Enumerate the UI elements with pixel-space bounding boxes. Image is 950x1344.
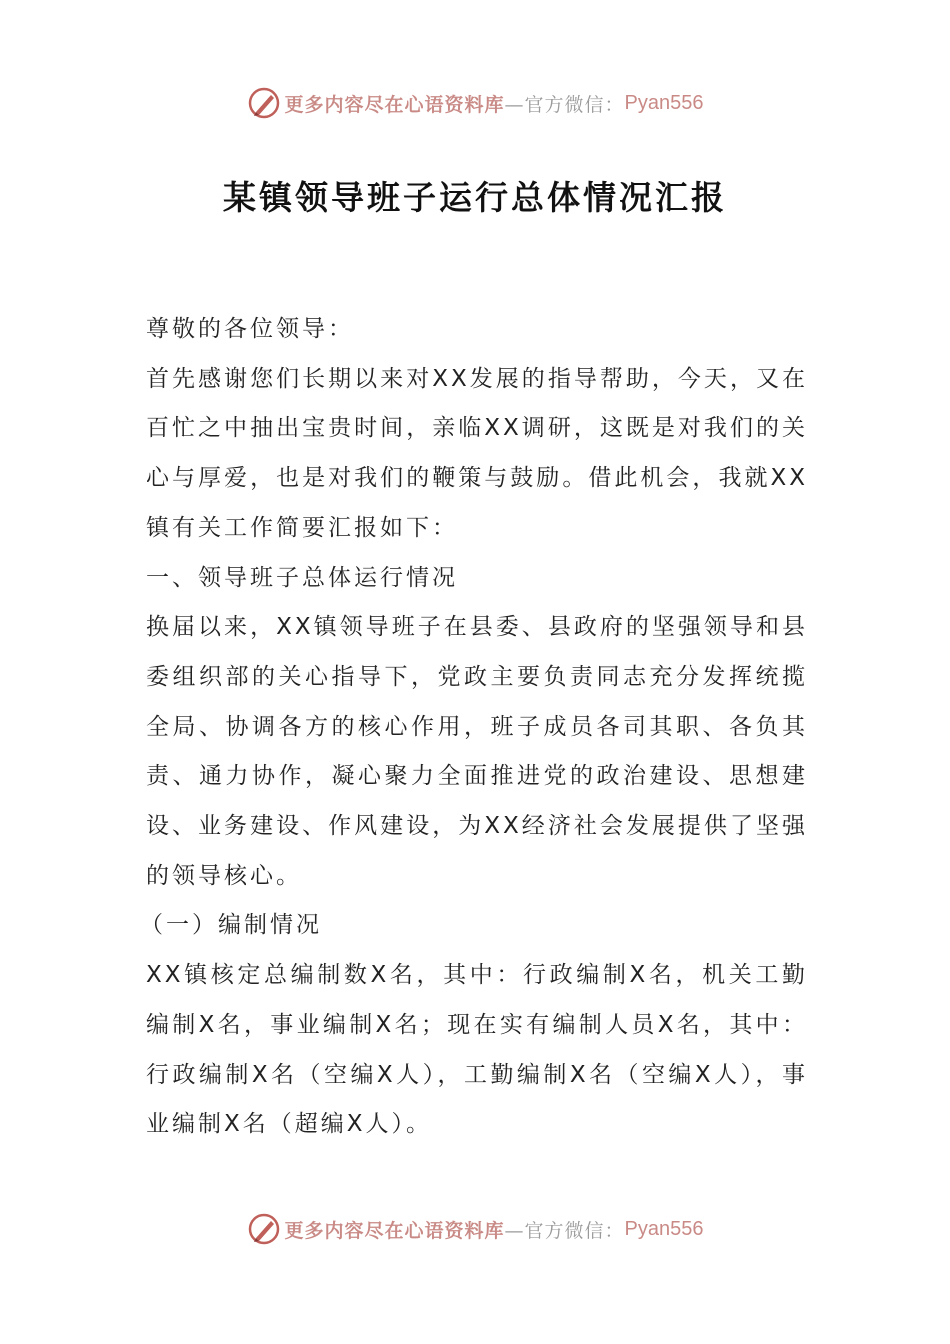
banner-text-library: 更多内容尽在心语资料库 (284, 93, 505, 116)
pen-logo-icon (247, 86, 281, 120)
subsection-heading: （一）编制情况 (140, 912, 322, 939)
document-body (140, 305, 808, 1150)
footer-banner (0, 1209, 950, 1249)
banner-text-library: 更多内容尽在心语资料库 (284, 1219, 505, 1242)
header-banner (0, 83, 950, 123)
paragraph-staffing: XX镇核定总编制数X名，其中：行政编制X名，机关工勤编制X名，事业编制X名；现在实有编制人员X名，其中：行政编制X名（空编X人），工勤编制X名（空编X人），事业编制X名（超编X人）。 (146, 962, 808, 1138)
paragraph-intro: 首先感谢您们长期以来对XX发展的指导帮助，今天，又在百忙之中抽出宝贵时间，亲临XX调研，这既是对我们的关心与厚爱，也是对我们的鞭策与鼓励。借此机会，我就XX镇有关工作简要汇报如下： (146, 365, 808, 541)
paragraph-overview: 换届以来，XX镇领导班子在县委、县政府的坚强领导和县委组织部的关心指导下，党政主要负责同志充分发挥统揽全局、协调各方的核心作用，班子成员各司其职、各负其责、通力协作，凝心聚力全面推进党的政治建设、思想建设、业务建设、作风建设，为XX经济社会发展提供了坚强的领导核心。 (146, 614, 808, 889)
banner-text-id: Pyan556 (624, 91, 704, 114)
banner-text-id: Pyan556 (624, 1217, 704, 1240)
document-title: 某镇领导班子运行总体情况汇报 (223, 178, 727, 217)
banner-text-wechat: —官方微信： (504, 93, 625, 116)
banner-text-wechat: —官方微信： (504, 1219, 625, 1242)
pen-logo-icon (247, 1212, 281, 1246)
salutation: 尊敬的各位领导： (146, 316, 354, 342)
section-heading: 一、领导班子总体运行情况 (146, 564, 458, 591)
